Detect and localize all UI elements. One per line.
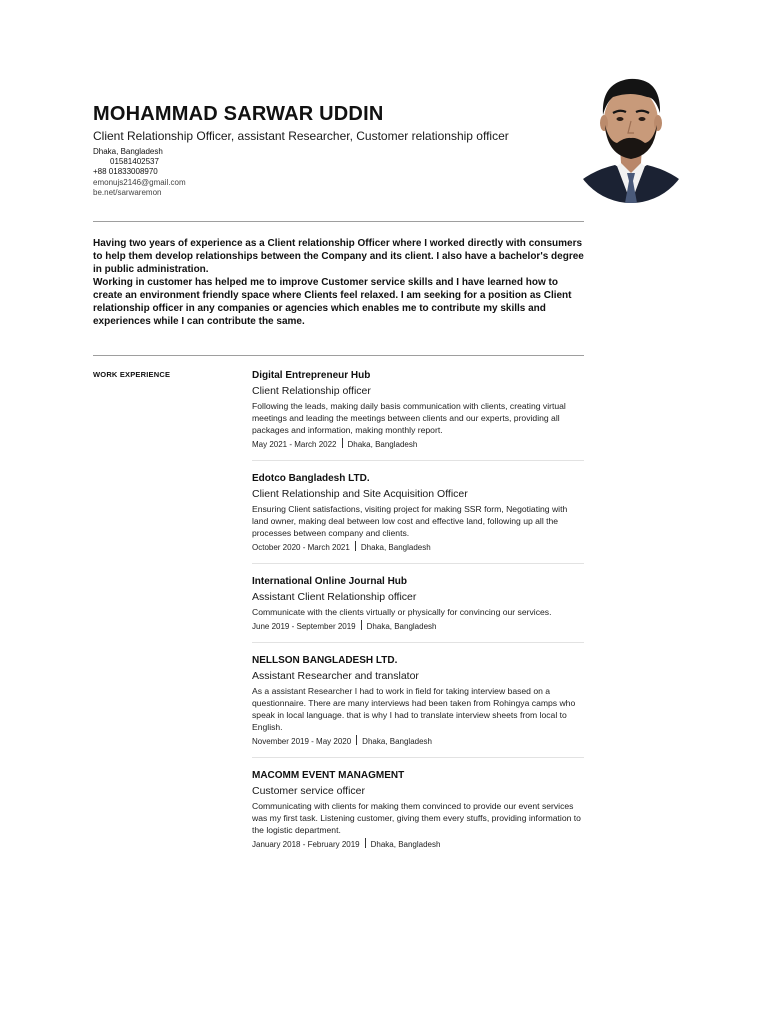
job-company: MACOMM EVENT MANAGMENT [252,770,405,781]
job-location: Dhaka, Bangladesh [362,737,432,746]
job-role: Client Relationship officer [252,385,371,397]
job-entry [252,654,584,758]
job-description: Communicating with clients for making them convinced to provide our event services was my first task. Listening customer, giving them every stuffs, providing information to the logistic department. [252,801,581,835]
job-meta [252,838,584,850]
summary-paragraph-1: Having two years of experience as a Client relationship Officer where I worked directly with consumers to help them develop relationships between the Company and its client. I also have a bachelor's degree in public administration. [93,238,584,275]
job-company: Edotco Bangladesh LTD. [252,473,370,484]
contact-email: emonujs2146@gmail.com [93,177,186,187]
job-entry [252,369,584,461]
job-role: Assistant Researcher and translator [252,670,419,682]
job-entry [252,472,584,564]
job-company: NELLSON BANGLADESH LTD. [252,655,398,666]
candidate-headline: Client Relationship Officer, assistant Researcher, Customer relationship officer [93,129,509,143]
job-role: Customer service officer [252,785,366,797]
job-description: Communicate with the clients virtually or physically for convincing our services. [252,607,552,617]
meta-separator [342,438,343,448]
contact-info [93,147,563,198]
job-dates: May 2021 - March 2022 [252,440,337,449]
job-entry [252,769,584,860]
contact-website: be.net/sarwaremon [93,187,162,197]
job-dates: November 2019 - May 2020 [252,737,352,746]
contact-phone-secondary: +88 01833008970 [93,167,158,177]
work-experience-list [252,369,584,871]
meta-separator [361,620,362,630]
profile-summary [93,237,585,328]
job-location: Dhaka, Bangladesh [347,440,418,449]
job-meta [252,541,584,553]
job-meta [252,735,584,747]
profile-photo-icon [571,63,691,203]
contact-location: Dhaka, Bangladesh [93,147,163,156]
meta-separator [356,735,357,745]
profile-photo [571,63,691,203]
job-description: Ensuring Client satisfactions, visiting project for making SSR form, Negotiating with land owner, making deal between low cost and effective land, following up all the processes between company and clients. [252,504,568,538]
job-meta [252,620,584,632]
job-dates: October 2020 - March 2021 [252,543,350,552]
job-company: Digital Entrepreneur Hub [252,370,371,381]
contact-phone-primary: 01581402537 [110,157,159,167]
job-role: Client Relationship and Site Acquisition Officer [252,488,468,500]
summary-divider [93,355,584,356]
section-label-work-experience: WORK EXPERIENCE [93,370,171,379]
meta-separator [355,541,356,551]
resume-header [93,102,563,198]
meta-separator [365,838,366,848]
job-location: Dhaka, Bangladesh [366,622,437,631]
job-entry [252,575,584,643]
job-dates: January 2018 - February 2019 [252,840,360,849]
candidate-name: MOHAMMAD SARWAR UDDIN [93,103,384,125]
job-location: Dhaka, Bangladesh [370,840,441,849]
job-description: As a assistant Researcher I had to work in field for taking interview based on a questionnaire. There are many interviews had been taken from Rohingya camps who speak in local language. that is why I had to translate interview sheets from local to English. [252,686,576,732]
job-role: Assistant Client Relationship officer [252,591,417,603]
job-dates: June 2019 - September 2019 [252,622,356,631]
header-divider [93,221,584,222]
job-meta [252,438,584,450]
summary-paragraph-2: Working in customer has helped me to improve Customer service skills and I have learned how to create an environment friendly space where Clients feel relaxed. I am seeking for a position as Client relationship officer in any companies or agencies which enables me to contribute my skills and experiences while I can contribute the same. [93,277,572,327]
job-location: Dhaka, Bangladesh [360,543,431,552]
job-company: International Online Journal Hub [252,576,408,587]
job-description: Following the leads, making daily basis communication with clients, creating virtual meetings and leading the meetings between clients and our experts, providing all packages and information, making monthly report. [252,401,566,435]
